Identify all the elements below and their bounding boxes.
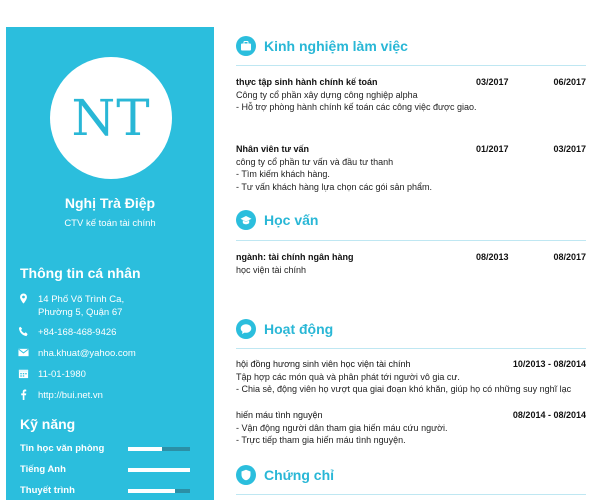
activity-description-line: - Trực tiếp tham gia hiến máu tình nguyện.	[236, 435, 406, 445]
experience-divider	[236, 65, 586, 66]
email-address: nha.khuat@yahoo.com	[38, 348, 136, 359]
education-major: ngành: tài chính ngân hàng	[236, 252, 354, 262]
certificates-divider	[236, 494, 586, 495]
education-title: Học vấn	[264, 212, 319, 228]
sidebar	[6, 27, 214, 500]
certificates-header	[236, 465, 334, 485]
activity-name: hiến máu tình nguyện	[236, 410, 323, 420]
candidate-name: Nghị Trà Điệp	[64, 195, 156, 211]
job-end-date: 06/2017	[553, 77, 586, 87]
activity-date-range: 08/2014 - 08/2014	[512, 410, 586, 420]
email-row	[18, 347, 136, 360]
envelope-icon	[18, 347, 31, 360]
skill-row	[20, 485, 204, 496]
job-start-date: 01/2017	[476, 144, 509, 154]
activities-header	[236, 319, 333, 339]
calendar-icon	[18, 368, 31, 381]
skill-row	[20, 464, 204, 475]
chat-bubble-icon	[236, 319, 256, 339]
shield-icon	[236, 465, 256, 485]
education-end-date: 08/2017	[553, 252, 586, 262]
address-row	[18, 293, 124, 319]
activities-divider	[236, 348, 586, 349]
website-row	[18, 389, 103, 402]
phone-number: +84-168-468-9426	[38, 327, 117, 338]
briefcase-icon	[236, 36, 256, 56]
facebook-icon	[18, 389, 31, 402]
activity-item	[236, 409, 586, 447]
education-start-date: 08/2013	[476, 252, 509, 262]
skills-title: Kỹ năng	[20, 416, 76, 432]
phone-icon	[18, 326, 31, 339]
experience-header	[236, 36, 408, 56]
job-position: thực tập sinh hành chính kế toán	[236, 77, 378, 87]
job-company: Công ty cổ phần xây dựng công nghiệp alpha	[236, 89, 418, 100]
job-position: Nhân viên tư vấn	[236, 144, 310, 154]
activity-description-line: - Vận động người dân tham gia hiến máu cứu người.	[236, 422, 448, 433]
job-description-line: - Hỗ trợ phòng hành chính kế toán các công việc được giao.	[236, 102, 477, 112]
activity-description-line: - Chia sẻ, động viên họ vượt qua giai đoạn khó khăn, giúp họ có những suy nghĩ lạc	[236, 384, 572, 394]
skill-bar	[128, 468, 190, 472]
skill-bar	[128, 489, 190, 493]
experience-title: Kinh nghiệm làm việc	[264, 38, 408, 54]
certificates-title: Chứng chỉ	[264, 467, 335, 483]
activity-description-line: Tập hợp các món quà và phân phát tới người vô gia cư.	[236, 371, 460, 382]
candidate-role: CTV kế toán tài chính	[64, 218, 156, 229]
skill-bar-fill	[128, 468, 190, 472]
education-divider	[236, 240, 586, 241]
skill-bar-fill	[128, 447, 162, 451]
website-link[interactable]: http://bui.net.vn	[38, 390, 103, 401]
birthday-row	[18, 368, 86, 381]
birthday: 11-01-1980	[38, 369, 86, 380]
experience-item	[236, 143, 586, 193]
address-line-2: Phường 5, Quận 67	[38, 307, 123, 318]
job-end-date: 03/2017	[553, 144, 586, 154]
job-start-date: 03/2017	[476, 77, 509, 87]
activities-title: Hoạt động	[264, 321, 334, 337]
skill-bar	[128, 447, 190, 451]
job-description-line: - Tư vấn khách hàng lựa chọn các gói sản phẩm.	[236, 181, 432, 192]
skill-row	[20, 443, 204, 454]
skill-label: Tiếng Anh	[20, 464, 66, 475]
education-school: học viện tài chính	[236, 264, 307, 275]
personal-info-title: Thông tin cá nhân	[20, 265, 141, 281]
activity-date-range: 10/2013 - 08/2014	[512, 359, 586, 369]
education-header	[236, 210, 318, 230]
education-item	[236, 251, 586, 276]
activity-name: hội đồng hương sinh viên học viện tài chính	[236, 359, 411, 369]
avatar-initials: NT	[71, 89, 151, 147]
experience-item	[236, 76, 586, 114]
phone-row	[18, 326, 116, 339]
map-pin-icon	[18, 293, 31, 306]
skill-label: Thuyết trình	[20, 485, 75, 496]
avatar	[50, 57, 172, 179]
address-line-1: 14 Phố Võ Trình Ca,	[38, 294, 125, 305]
skill-bar-fill	[128, 489, 175, 493]
skill-label: Tin học văn phòng	[20, 443, 105, 454]
graduation-cap-icon	[236, 210, 256, 230]
job-company: công ty cổ phần tư vấn và đầu tư thanh	[236, 156, 394, 167]
job-description-line: - Tìm kiếm khách hàng.	[236, 169, 330, 179]
activity-item	[236, 358, 586, 396]
